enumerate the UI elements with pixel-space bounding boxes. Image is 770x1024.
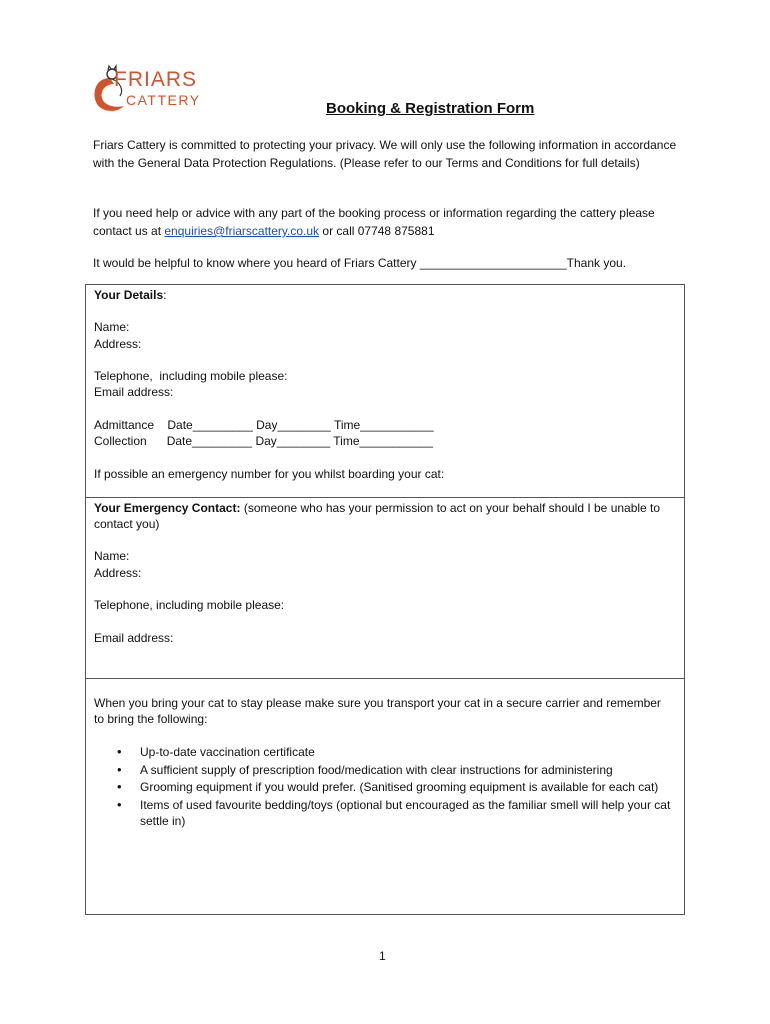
- list-item: • A sufficient supply of prescription food/medication with clear instructions for administering: [114, 762, 679, 779]
- emergency-telephone-label: Telephone, including mobile please:: [94, 598, 285, 612]
- email-field-label: Email address:: [94, 385, 174, 399]
- bring-items-section: [85, 678, 685, 915]
- emergency-contact-section: [85, 497, 685, 679]
- emergency-contact-heading-text: Your Emergency Contact:: [94, 501, 241, 515]
- list-item: • Grooming equipment if you would prefer. (Sanitised grooming equipment is available for each cat): [114, 779, 679, 796]
- help-paragraph: [93, 204, 683, 240]
- emergency-contact-note: (someone who has your permission to act on your behalf should I be unable to contact you): [94, 501, 661, 531]
- name-field-label: Name:: [94, 320, 130, 334]
- email-link[interactable]: enquiries@friarscattery.co.uk: [164, 224, 320, 238]
- your-details-heading-colon: :: [163, 288, 167, 302]
- collection-row: Collection Date_________ Day________ Time___________: [94, 434, 433, 448]
- admittance-row: Admittance Date_________ Day________ Time___________: [94, 418, 434, 432]
- list-item: • Up-to-date vaccination certificate: [114, 744, 679, 761]
- help-text-suffix: or call 07748 875881: [319, 224, 435, 238]
- list-item: • Items of used favourite bedding/toys (optional but encouraged as the familiar smell will help your cat settle in): [114, 797, 679, 830]
- page-number: 1: [379, 949, 386, 963]
- help-text-prefix: If you need help or advice with any part of the booking process or information regarding the cattery please contact us at: [93, 206, 655, 238]
- emergency-email-label: Email address:: [94, 631, 174, 645]
- address-field-label: Address:: [94, 337, 142, 351]
- heard-about-line: It would be helpful to know where you heard of Friars Cattery ______________________Thank you.: [93, 256, 627, 270]
- telephone-field-label: Telephone, including mobile please:: [94, 369, 288, 383]
- privacy-paragraph: Friars Cattery is committed to protecting your privacy. We will only use the following information in accordance with the General Data Protection Regulations. (Please refer to our Terms and Conditions for full details): [93, 138, 677, 170]
- emergency-name-label: Name:: [94, 549, 130, 563]
- emergency-address-label: Address:: [94, 566, 142, 580]
- your-details-section: [85, 284, 685, 498]
- logo-text-friars: FRIARS: [114, 68, 198, 91]
- friars-cattery-logo: [90, 64, 220, 116]
- bring-intro-text: When you bring your cat to stay please make sure you transport your cat in a secure carrier and remember to bring the following:: [94, 696, 661, 726]
- your-details-heading-text: Your Details: [94, 288, 164, 302]
- emergency-contact-heading: [94, 500, 674, 532]
- bring-items-list: [114, 744, 679, 831]
- emergency-number-label: If possible an emergency number for you whilst boarding your cat:: [94, 467, 445, 481]
- your-details-heading: [94, 287, 166, 303]
- logo-text-cattery: CATTERY: [126, 92, 201, 108]
- page-title: Booking & Registration Form: [326, 100, 535, 117]
